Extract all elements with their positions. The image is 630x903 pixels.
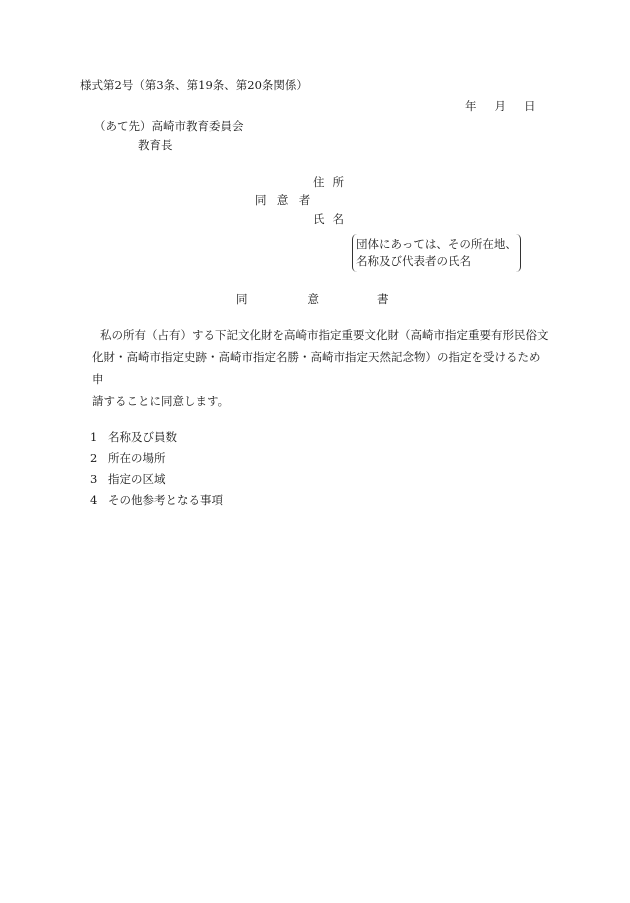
body-line-1: 私の所有（占有）する下記文化財を高崎市指定重要文化財（高崎市指定重要有形民俗文 [100, 328, 549, 342]
address-label: 住所 [313, 175, 353, 189]
list-item [90, 427, 223, 448]
organization-note [352, 234, 521, 272]
org-note-line2: 名称及び代表者の氏名 [356, 254, 471, 268]
item-label: 所在の場所 [108, 451, 166, 465]
date-year: 年 [465, 99, 477, 113]
list-item [90, 448, 223, 469]
name-label: 氏名 [313, 212, 353, 226]
list-item [90, 469, 223, 490]
date-line [465, 101, 536, 113]
item-label: 指定の区域 [108, 472, 166, 486]
item-number: 2 [90, 451, 98, 465]
item-number: 3 [90, 472, 98, 486]
item-label: その他参考となる事項 [108, 493, 223, 507]
addressee: （あて先）高崎市教育委員会 [94, 119, 244, 133]
title-char-2: 意 [307, 292, 319, 306]
document-title [236, 294, 389, 306]
consent-body-text [92, 324, 550, 412]
date-month: 月 [494, 99, 506, 113]
body-line-3: 請することに同意します。 [92, 394, 230, 408]
item-number: 4 [90, 493, 98, 507]
body-line-2: 化財・高崎市指定史跡・高崎市指定名勝・高崎市指定天然記念物）の指定を受けるため申 [92, 350, 541, 386]
form-number: 様式第2号（第3条、第19条、第20条関係） [80, 78, 308, 92]
item-number: 1 [90, 430, 98, 444]
item-label: 名称及び員数 [108, 430, 177, 444]
title-char-1: 同 [236, 292, 248, 306]
title-char-3: 書 [377, 292, 389, 306]
date-day: 日 [524, 99, 536, 113]
consenter-label: 同意者 [255, 193, 321, 207]
item-list [90, 427, 223, 511]
org-note-line1: 団体にあっては、その所在地、 [356, 237, 517, 251]
addressee-title: 教育長 [138, 138, 173, 152]
list-item [90, 490, 223, 511]
